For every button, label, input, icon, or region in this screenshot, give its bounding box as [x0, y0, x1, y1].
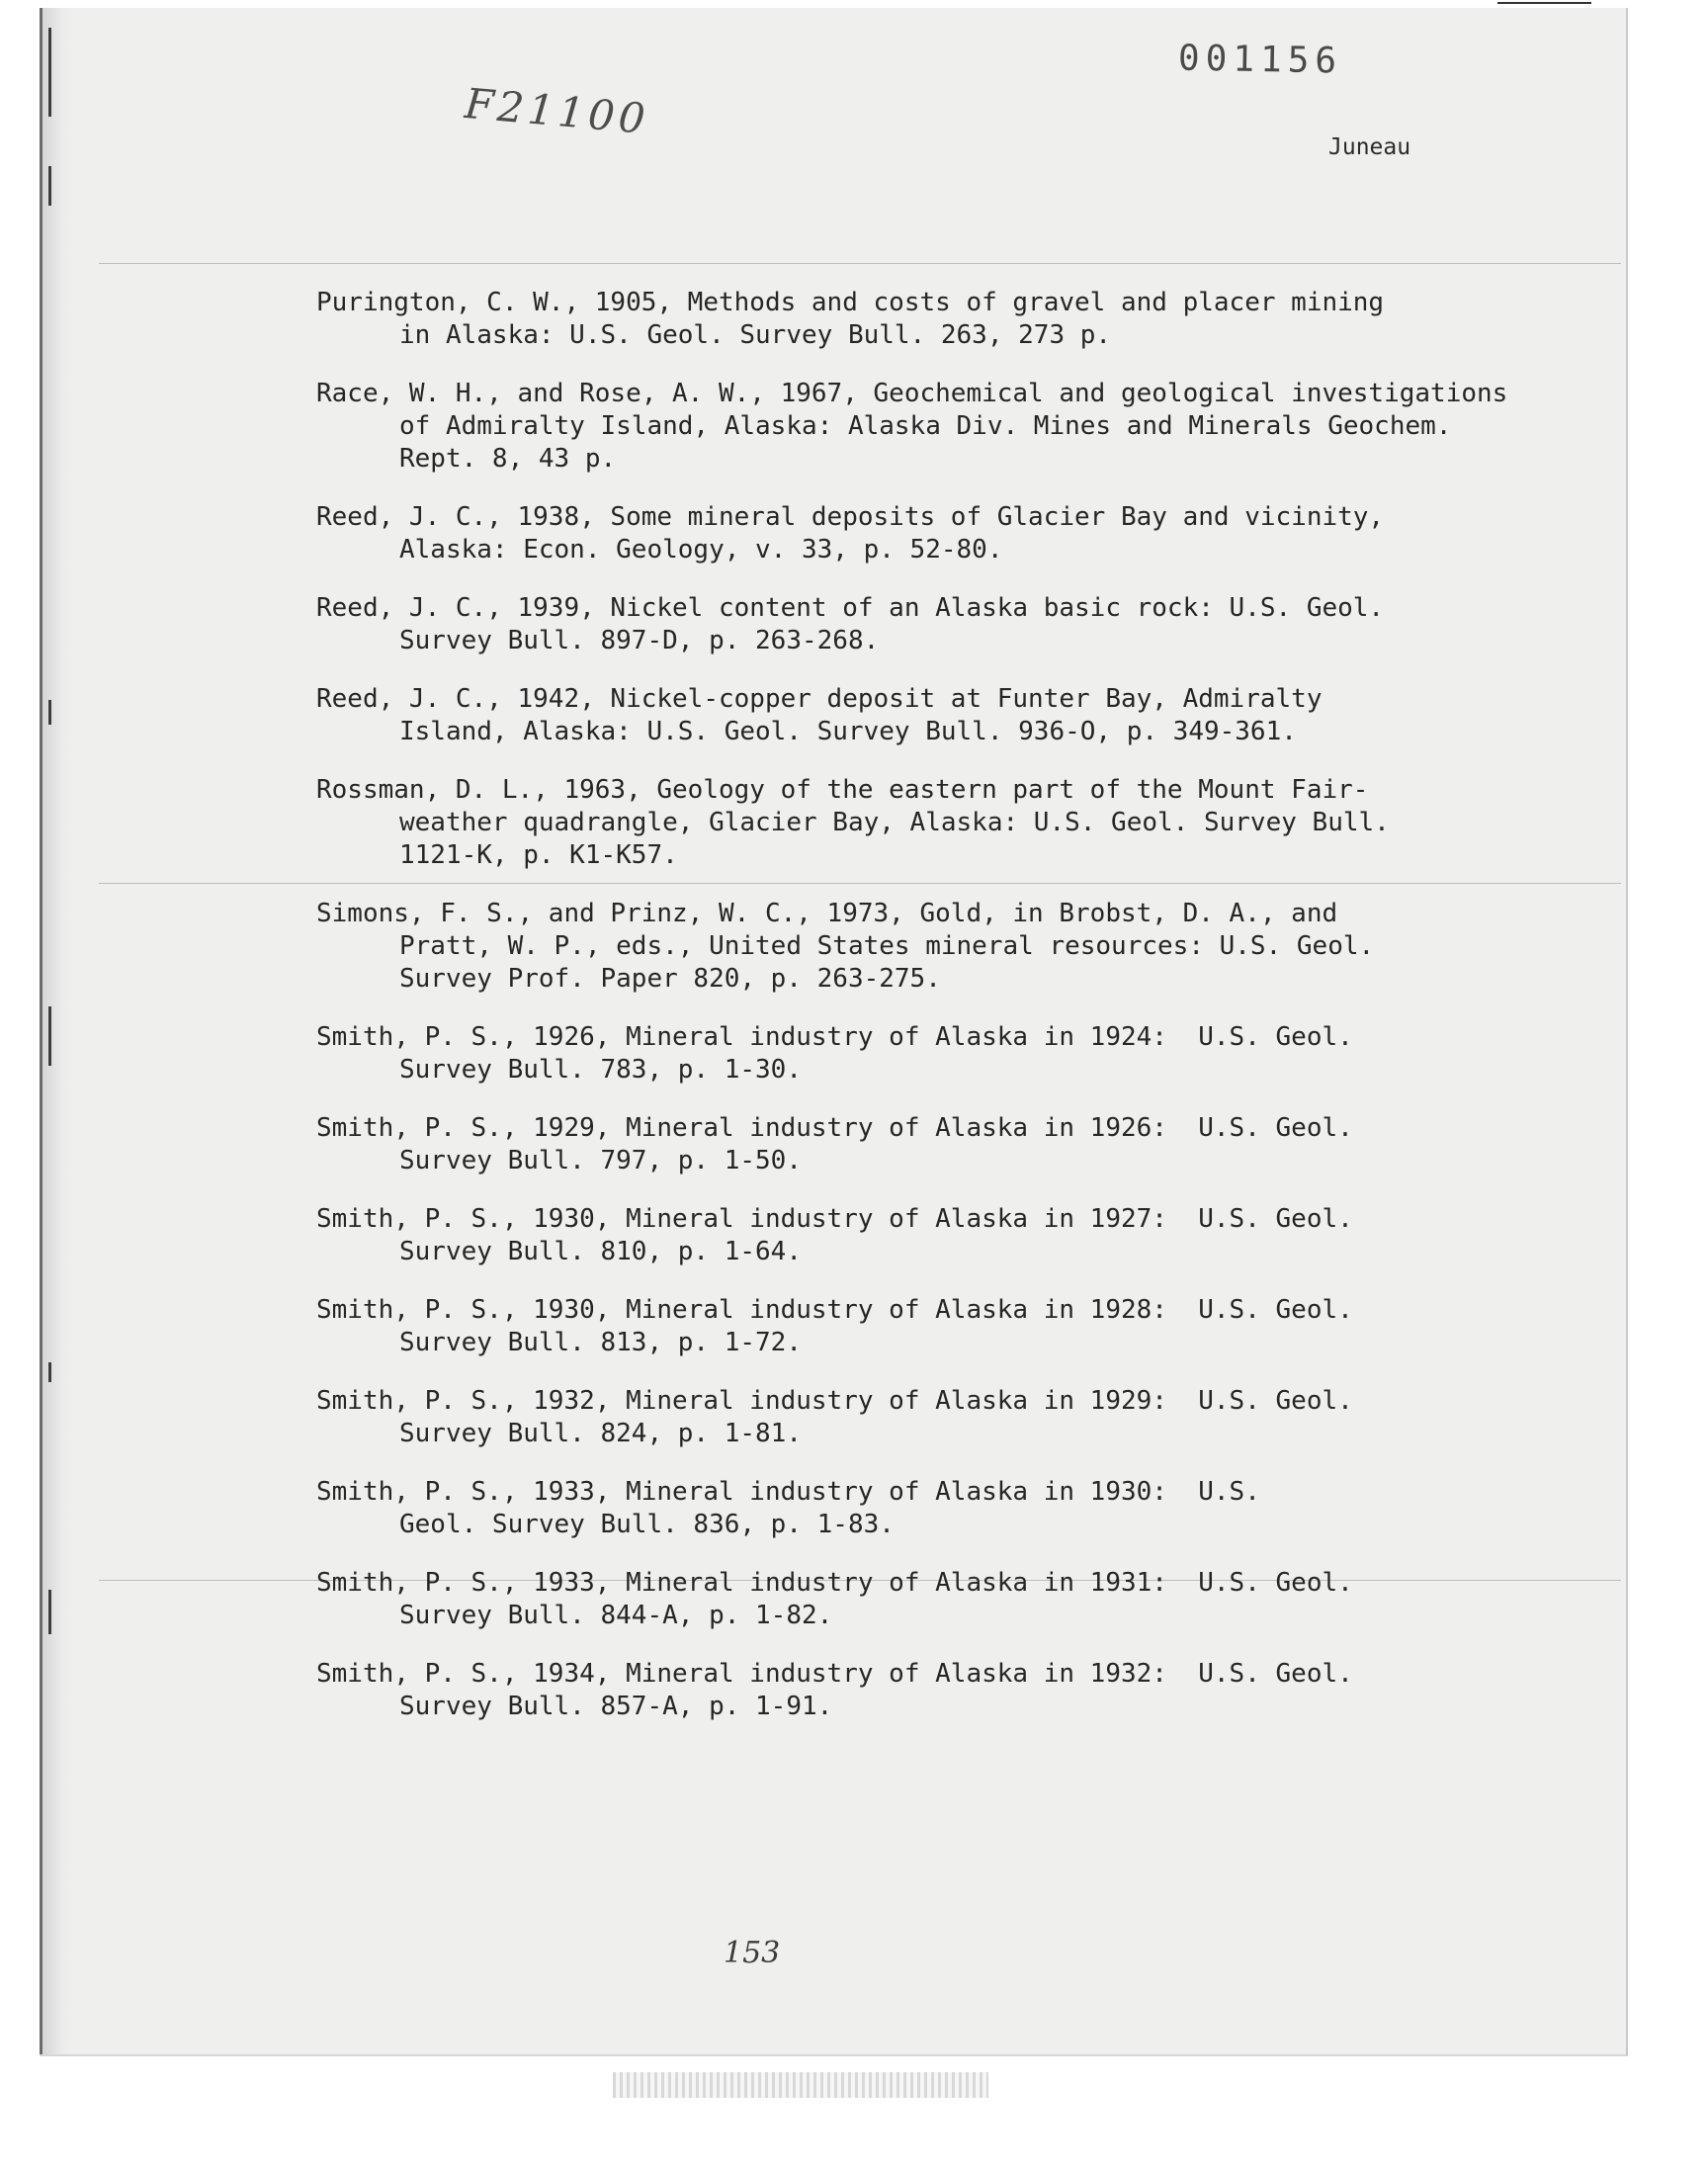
edge-mark [48, 700, 51, 725]
handwritten-code: F21100 [463, 78, 651, 144]
reference-line: in Alaska: U.S. Geol. Survey Bull. 263, 273 p. [399, 320, 1112, 350]
reference-line: 1121-K, p. K1-K57. [399, 840, 678, 870]
reference-line: Rossman, D. L., 1963, Geology of the eastern part of the Mount Fair- [316, 775, 1369, 805]
edge-mark [48, 1006, 51, 1066]
reference-entry [316, 1658, 1601, 1723]
reference-line: Survey Bull. 797, p. 1-50. [399, 1146, 802, 1175]
reference-line: of Admiralty Island, Alaska: Alaska Div. Mines and Minerals Geochem. [399, 411, 1452, 441]
reference-line: Reed, J. C., 1942, Nickel-copper deposit at Funter Bay, Admiralty [316, 684, 1323, 714]
scan-artifact-strip [613, 2072, 988, 2098]
reference-entry [316, 592, 1601, 657]
reference-entry [316, 774, 1601, 872]
reference-entry [316, 1385, 1601, 1450]
reference-line: Survey Bull. 783, p. 1-30. [399, 1055, 802, 1085]
reference-entry [316, 378, 1601, 476]
reference-line: Smith, P. S., 1932, Mineral industry of Alaska in 1929: U.S. Geol. [316, 1386, 1353, 1416]
reference-entry [316, 898, 1601, 996]
reference-entry [316, 683, 1601, 748]
reference-entry [316, 1294, 1601, 1359]
reference-entry [316, 1203, 1601, 1268]
document-number-stamp: 001156 [1177, 38, 1343, 82]
reference-line: Survey Bull. 810, p. 1-64. [399, 1237, 802, 1266]
reference-line: Island, Alaska: U.S. Geol. Survey Bull. 936-O, p. 349-361. [399, 717, 1297, 746]
reference-line: Smith, P. S., 1933, Mineral industry of Alaska in 1931: U.S. Geol. [316, 1568, 1353, 1598]
reference-line: Reed, J. C., 1939, Nickel content of an Alaska basic rock: U.S. Geol. [316, 593, 1385, 623]
location-label: Juneau [1328, 134, 1411, 160]
top-rule [1497, 2, 1591, 4]
reference-line: Smith, P. S., 1929, Mineral industry of Alaska in 1926: U.S. Geol. [316, 1113, 1353, 1143]
reference-line: Survey Bull. 897-D, p. 263-268. [399, 626, 880, 655]
reference-entry [316, 287, 1601, 352]
reference-line: Survey Bull. 844-A, p. 1-82. [399, 1601, 833, 1630]
reference-entry [316, 1021, 1601, 1087]
reference-line: Survey Bull. 813, p. 1-72. [399, 1328, 802, 1357]
reference-line: Pratt, W. P., eds., United States mineral resources: U.S. Geol. [399, 931, 1375, 961]
reference-line: Survey Prof. Paper 820, p. 263-275. [399, 964, 941, 994]
reference-line: Smith, P. S., 1926, Mineral industry of Alaska in 1924: U.S. Geol. [316, 1022, 1353, 1052]
reference-line: Alaska: Econ. Geology, v. 33, p. 52-80. [399, 535, 1003, 565]
faint-rule [99, 263, 1621, 264]
edge-mark [48, 1590, 51, 1634]
reference-line: Smith, P. S., 1934, Mineral industry of Alaska in 1932: U.S. Geol. [316, 1659, 1353, 1689]
reference-line: Smith, P. S., 1933, Mineral industry of Alaska in 1930: U.S. [316, 1477, 1260, 1507]
page-number: 153 [724, 1936, 781, 1970]
reference-line: Reed, J. C., 1938, Some mineral deposits of Glacier Bay and vicinity, [316, 502, 1385, 532]
reference-line: Geol. Survey Bull. 836, p. 1-83. [399, 1510, 895, 1539]
reference-line: Rept. 8, 43 p. [399, 444, 617, 474]
reference-entry [316, 501, 1601, 566]
reference-line: Smith, P. S., 1930, Mineral industry of Alaska in 1927: U.S. Geol. [316, 1204, 1353, 1234]
reference-line: Race, W. H., and Rose, A. W., 1967, Geochemical and geological investigations [316, 379, 1508, 408]
reference-line: Survey Bull. 824, p. 1-81. [399, 1419, 802, 1448]
reference-entry [316, 1476, 1601, 1541]
reference-list [316, 287, 1601, 1749]
reference-line: Purington, C. W., 1905, Methods and costs of gravel and placer mining [316, 288, 1385, 317]
reference-line: Simons, F. S., and Prinz, W. C., 1973, Gold, in Brobst, D. A., and [316, 899, 1338, 928]
reference-line: Survey Bull. 857-A, p. 1-91. [399, 1692, 833, 1721]
reference-line: weather quadrangle, Glacier Bay, Alaska: U.S. Geol. Survey Bull. [399, 808, 1390, 837]
scan-left-edge [40, 8, 72, 2054]
reference-entry [316, 1112, 1601, 1177]
reference-line: Smith, P. S., 1930, Mineral industry of Alaska in 1928: U.S. Geol. [316, 1295, 1353, 1325]
edge-mark [48, 166, 51, 206]
edge-mark [48, 28, 51, 117]
edge-mark [48, 1362, 51, 1382]
reference-entry [316, 1567, 1601, 1632]
